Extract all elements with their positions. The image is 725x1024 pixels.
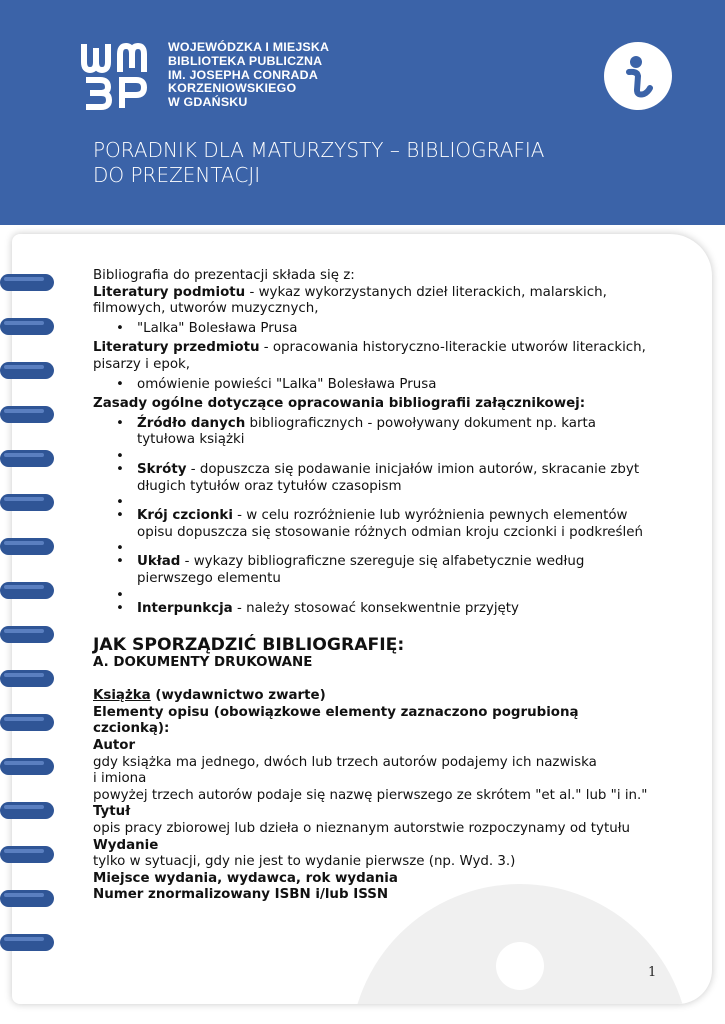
book-label: Książka [93, 688, 151, 704]
zasady-term: Krój czcionki [137, 508, 233, 524]
document-body [93, 268, 653, 904]
institution-line: WOJEWÓDZKA I MIEJSKA [168, 40, 330, 54]
miejsce-label-text: Miejsce wydania, wydawca, rok wydania [93, 870, 398, 886]
autor-line: i imiona [93, 771, 147, 787]
tytul-label [93, 804, 653, 821]
list-item [93, 508, 653, 541]
spiral-binding [0, 268, 60, 968]
library-logo [80, 40, 152, 112]
lit-podmiotu-list [93, 321, 653, 338]
tytul-line: opis pracy zbiorowej lub dzieła o nieznanym autorstwie rozpoczynamy od tytułu [93, 821, 631, 837]
zasady-term: Układ [137, 554, 181, 570]
zasady-heading [93, 396, 653, 413]
zasady-term: Interpunkcja [137, 600, 233, 616]
wydanie-line: tylko w sytuacji, gdy nie jest to wydanie pierwsze (np. Wyd. 3.) [93, 854, 516, 870]
list-item: • "Lalka" Bolesława Prusa [93, 321, 653, 338]
book-heading [93, 688, 653, 705]
list-item [93, 462, 653, 495]
lit-przedmiotu-list [93, 377, 653, 394]
spiral-rings-icon [0, 268, 60, 968]
lit-podmiotu-paragraph [93, 285, 653, 318]
institution-line: BIBLIOTEKA PUBLICZNA [168, 53, 323, 68]
list-item: • omówienie powieści "Lalka" Bolesława Prusa [93, 377, 653, 394]
zasady-term: Skróty [137, 461, 187, 477]
institution-line: IM. JOSEPHA CONRADA [168, 67, 318, 82]
zasady-desc: - wykazy bibliograficzne szereguje się alfabetycznie według pierwszego elementu [137, 554, 585, 586]
lit-przedmiotu-desc: - opracowania historyczno-literackie utworów literackich, pisarzy i epok, [93, 340, 646, 372]
lit-przedmiotu-term: Literatury przedmiotu [93, 340, 260, 356]
lit-podmiotu-desc: - wykaz wykorzystanych dzieł literackich, malarskich, filmowych, utworów muzycznych, [93, 284, 607, 317]
zasady-desc: bibliograficznych - powoływany dokument np. karta tytułowa książki [137, 415, 596, 448]
isbn-label-text: Numer znormalizowany ISBN i/lub ISSN [93, 887, 389, 903]
autor-label [93, 738, 653, 755]
title-line: DO PREZENTACJI [93, 163, 261, 187]
autor-line: gdy książka ma jednego, dwóch lub trzech autorów podajemy ich nazwiska [93, 754, 597, 770]
book-suffix: (wydawnictwo zwarte) [150, 688, 326, 704]
isbn-label [93, 887, 653, 904]
elements-heading-text: Elementy opisu (obowiązkowe elementy zaznaczono pogrubioną czcionką): [93, 704, 579, 737]
autor-line: powyżej trzech autorów podaje się nazwę pierwszego ze skrótem "et al." lub "i in." [93, 787, 648, 803]
title-line: PORADNIK DLA MATURZYSTY – BIBLIOGRAFIA [93, 138, 545, 162]
zasady-desc: - należy stosować konsekwentnie przyjęty [232, 600, 519, 616]
list-item [93, 601, 653, 618]
info-icon [604, 42, 672, 110]
intro-text: Bibliografia do prezentacji składa się z: [93, 268, 355, 283]
list-item [93, 416, 653, 449]
page-title [93, 138, 544, 188]
institution-line: KORZENIOWSKIEGO [168, 81, 297, 96]
wydanie-label-text: Wydanie [93, 837, 159, 853]
list-item [93, 554, 653, 587]
elements-heading [93, 705, 653, 738]
zasady-term: Źródło danych [137, 415, 246, 431]
zasady-heading-text: Zasady ogólne dotyczące opracowania bibliografii załącznikowej: [93, 396, 586, 412]
lit-podmiotu-term: Literatury podmiotu [93, 284, 246, 300]
how-subheading-text: A. DOKUMENTY DRUKOWANE [93, 655, 313, 671]
wydanie-label [93, 838, 653, 855]
institution-line: W GDAŃSKU [168, 95, 248, 110]
how-subheading [93, 655, 653, 672]
miejsce-label [93, 871, 653, 888]
tytul-label-text: Tytuł [93, 804, 131, 820]
lit-przedmiotu-paragraph [93, 340, 653, 373]
header-banner [0, 0, 725, 225]
how-heading: JAK SPORZĄDZIĆ BIBLIOGRAFIĘ: [93, 635, 405, 656]
zasady-desc: - w celu rozróżnienie lub wyróżnienia pewnych elementów opisu dopuszcza się stosowanie różnych odmian kroju czcionki i podkreśleń [137, 508, 643, 540]
blank-line [93, 672, 653, 689]
page-number: 1 [648, 965, 657, 980]
info-badge [604, 42, 672, 110]
zasady-desc: - dopuszcza się podawanie inicjałów imion autorów, skracanie zbyt długich tytułów oraz tytułów czasopism [137, 461, 640, 494]
institution-name [168, 41, 329, 110]
autor-label-text: Autor [93, 738, 136, 754]
zasady-list [93, 416, 653, 617]
